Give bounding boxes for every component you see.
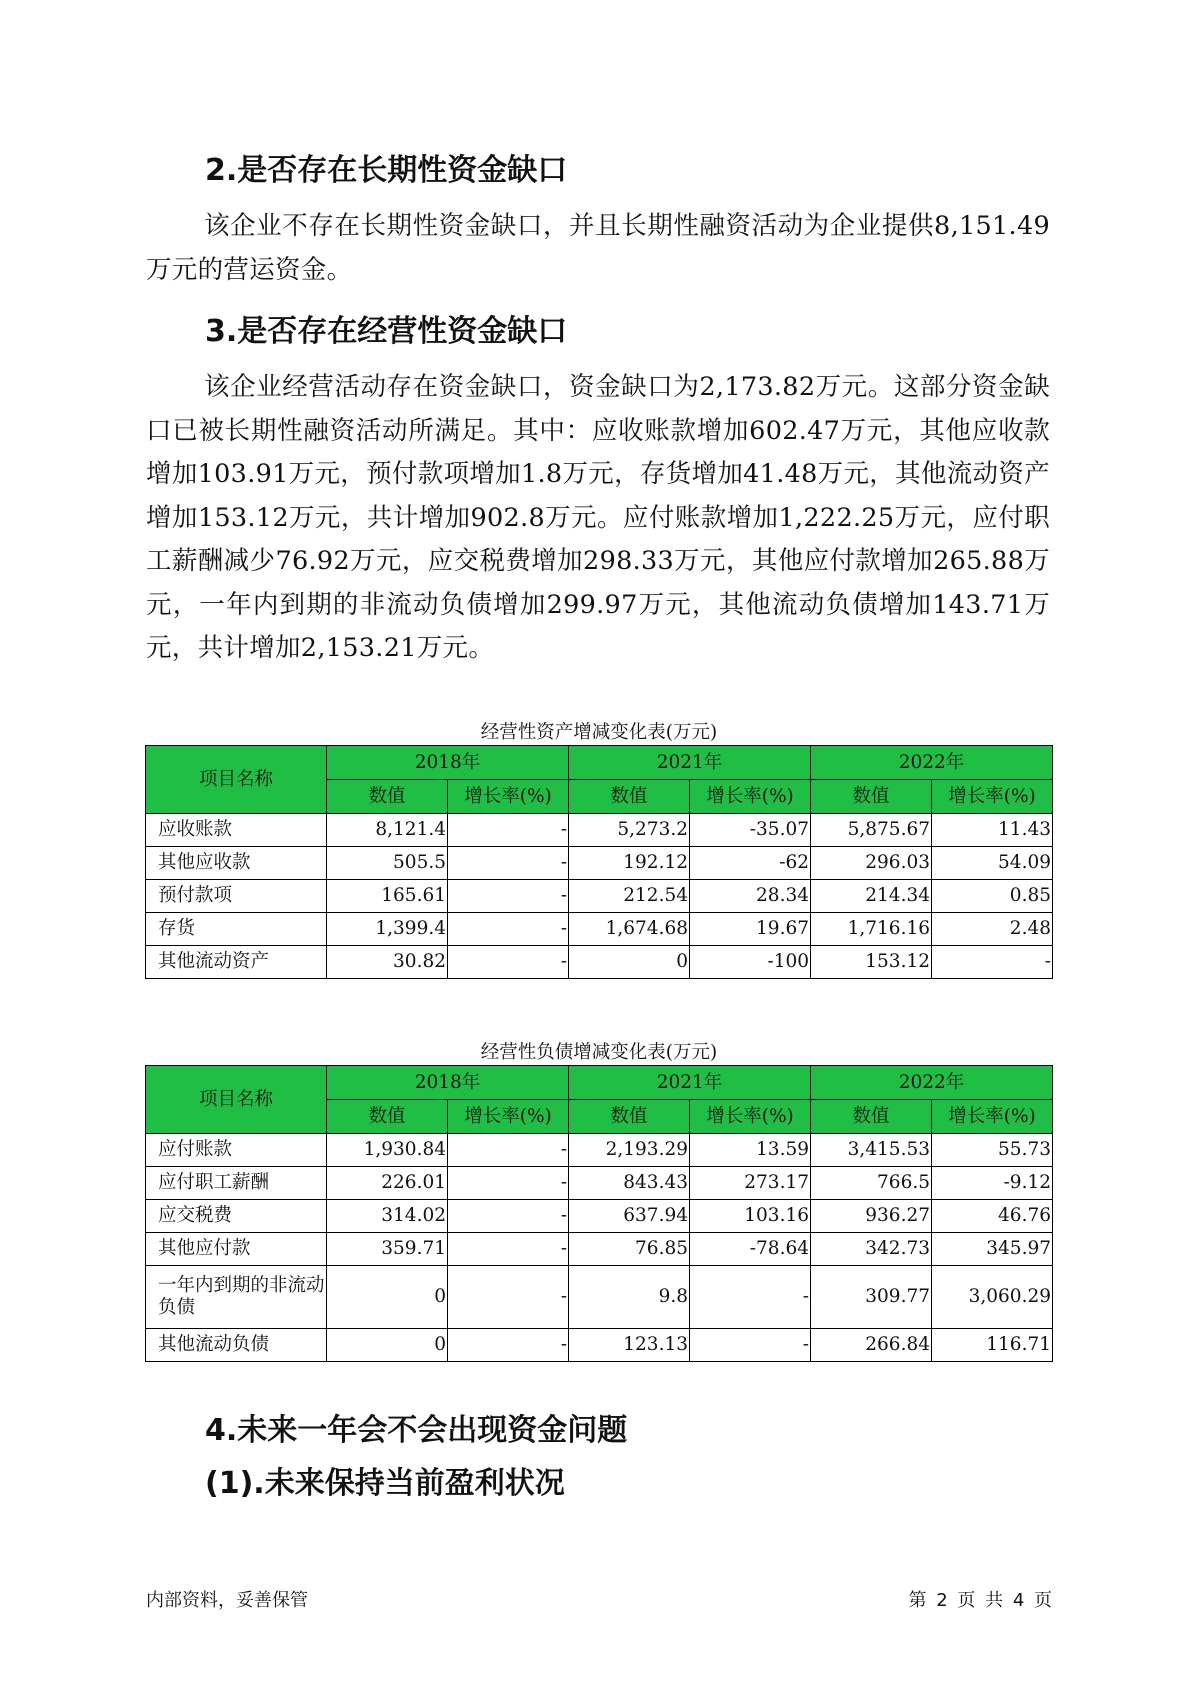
value-cell: 505.5 bbox=[327, 847, 448, 880]
table-row bbox=[146, 946, 1053, 979]
value-cell: 296.03 bbox=[811, 847, 932, 880]
growth-rate-cell: 54.09 bbox=[932, 847, 1053, 880]
value-cell: 843.43 bbox=[569, 1167, 690, 1200]
liabilities-table bbox=[145, 1065, 1053, 1362]
liabilities-table-body bbox=[146, 1134, 1053, 1362]
growth-rate-cell: - bbox=[448, 880, 569, 913]
value-cell: 1,674.68 bbox=[569, 913, 690, 946]
row-item-name: 应付职工薪酬 bbox=[146, 1167, 327, 1200]
growth-header: 增长率(%) bbox=[448, 1100, 569, 1134]
value-cell: 212.54 bbox=[569, 880, 690, 913]
value-cell: 226.01 bbox=[327, 1167, 448, 1200]
year-header: 2018年 bbox=[327, 746, 569, 780]
row-item-name: 一年内到期的非流动负债 bbox=[146, 1266, 327, 1329]
value-cell: 8,121.4 bbox=[327, 814, 448, 847]
section-heading-2: 2.是否存在长期性资金缺口 bbox=[205, 153, 568, 188]
table-row bbox=[146, 1266, 1053, 1329]
value-cell: 5,875.67 bbox=[811, 814, 932, 847]
growth-rate-cell: 46.76 bbox=[932, 1200, 1053, 1233]
growth-rate-cell: 0.85 bbox=[932, 880, 1053, 913]
value-cell: 266.84 bbox=[811, 1329, 932, 1362]
table-row bbox=[146, 847, 1053, 880]
value-cell: 5,273.2 bbox=[569, 814, 690, 847]
growth-rate-cell: - bbox=[448, 946, 569, 979]
growth-header: 增长率(%) bbox=[448, 780, 569, 814]
year-header: 2022年 bbox=[811, 1066, 1053, 1100]
assets-table-body bbox=[146, 814, 1053, 979]
growth-rate-cell: 11.43 bbox=[932, 814, 1053, 847]
liabilities-table-caption: 经营性负债增减变化表(万元) bbox=[480, 1042, 718, 1063]
growth-rate-cell: 13.59 bbox=[690, 1134, 811, 1167]
value-cell: 766.5 bbox=[811, 1167, 932, 1200]
section-paragraph-3: 该企业经营活动存在资金缺口，资金缺口为2,173.82万元。这部分资金缺口已被长期性融资活动所满足。其中：应收账款增加602.47万元，其他应收款增加103.91万元，预付款项增加1.8万元，存货增加41.48万元，其他流动资产增加153.12万元，共计增加902.8万元。应付账款增加1,222.25万元，应付职工薪酬减少76.92万元，应交税费增加298.33万元，其他应付款增加265.88万元，一年内到期的非流动负债增加299.97万元，其他流动负债增加143.71万元，共计增加2,153.21万元。 bbox=[146, 372, 1050, 663]
growth-rate-cell: -9.12 bbox=[932, 1167, 1053, 1200]
value-header: 数值 bbox=[811, 1100, 932, 1134]
growth-rate-cell: - bbox=[448, 1134, 569, 1167]
growth-rate-cell: - bbox=[448, 847, 569, 880]
value-cell: 314.02 bbox=[327, 1200, 448, 1233]
value-cell: 1,399.4 bbox=[327, 913, 448, 946]
growth-rate-cell: - bbox=[448, 1167, 569, 1200]
value-cell: 2,193.29 bbox=[569, 1134, 690, 1167]
growth-rate-cell: -100 bbox=[690, 946, 811, 979]
section-paragraph-2: 该企业不存在长期性资金缺口，并且长期性融资活动为企业提供8,151.49万元的营运资金。 bbox=[146, 211, 1050, 285]
growth-header: 增长率(%) bbox=[932, 780, 1053, 814]
value-cell: 309.77 bbox=[811, 1266, 932, 1329]
row-item-name: 存货 bbox=[146, 913, 327, 946]
section-heading-3: 3.是否存在经营性资金缺口 bbox=[205, 314, 568, 349]
growth-header: 增长率(%) bbox=[690, 780, 811, 814]
growth-rate-cell: 2.48 bbox=[932, 913, 1053, 946]
growth-rate-cell: - bbox=[448, 814, 569, 847]
value-cell: 123.13 bbox=[569, 1329, 690, 1362]
table-row bbox=[146, 1134, 1053, 1167]
value-cell: 0 bbox=[327, 1329, 448, 1362]
row-item-name: 预付款项 bbox=[146, 880, 327, 913]
value-cell: 0 bbox=[569, 946, 690, 979]
growth-rate-cell: - bbox=[932, 946, 1053, 979]
growth-rate-cell: - bbox=[448, 1329, 569, 1362]
value-cell: 3,415.53 bbox=[811, 1134, 932, 1167]
table-row bbox=[146, 880, 1053, 913]
table-row bbox=[146, 1233, 1053, 1266]
growth-rate-cell: - bbox=[690, 1266, 811, 1329]
growth-rate-cell: - bbox=[448, 1200, 569, 1233]
year-header: 2021年 bbox=[569, 746, 811, 780]
table-row bbox=[146, 814, 1053, 847]
growth-rate-cell: 3,060.29 bbox=[932, 1266, 1053, 1329]
growth-rate-cell: 345.97 bbox=[932, 1233, 1053, 1266]
value-cell: 637.94 bbox=[569, 1200, 690, 1233]
value-header: 数值 bbox=[327, 1100, 448, 1134]
value-cell: 1,716.16 bbox=[811, 913, 932, 946]
footer-confidential-note: 内部资料，妥善保管 bbox=[146, 1590, 308, 1611]
growth-rate-cell: 55.73 bbox=[932, 1134, 1053, 1167]
growth-rate-cell: 273.17 bbox=[690, 1167, 811, 1200]
row-item-name: 其他应收款 bbox=[146, 847, 327, 880]
item-name-header: 项目名称 bbox=[146, 1066, 327, 1134]
value-cell: 359.71 bbox=[327, 1233, 448, 1266]
growth-rate-cell: 103.16 bbox=[690, 1200, 811, 1233]
growth-rate-cell: -62 bbox=[690, 847, 811, 880]
row-item-name: 其他应付款 bbox=[146, 1233, 327, 1266]
row-item-name: 其他流动负债 bbox=[146, 1329, 327, 1362]
value-cell: 342.73 bbox=[811, 1233, 932, 1266]
row-item-name: 应付账款 bbox=[146, 1134, 327, 1167]
growth-rate-cell: -78.64 bbox=[690, 1233, 811, 1266]
table-row bbox=[146, 1329, 1053, 1362]
growth-rate-cell: 116.71 bbox=[932, 1329, 1053, 1362]
growth-rate-cell: - bbox=[448, 1266, 569, 1329]
assets-table bbox=[145, 745, 1053, 979]
value-cell: 153.12 bbox=[811, 946, 932, 979]
growth-rate-cell: -35.07 bbox=[690, 814, 811, 847]
table-row bbox=[146, 913, 1053, 946]
value-cell: 214.34 bbox=[811, 880, 932, 913]
row-item-name: 其他流动资产 bbox=[146, 946, 327, 979]
year-header: 2021年 bbox=[569, 1066, 811, 1100]
row-item-name: 应交税费 bbox=[146, 1200, 327, 1233]
value-header: 数值 bbox=[811, 780, 932, 814]
value-cell: 936.27 bbox=[811, 1200, 932, 1233]
growth-rate-cell: - bbox=[448, 913, 569, 946]
year-header: 2022年 bbox=[811, 746, 1053, 780]
footer-page-number: 第 2 页 共 4 页 bbox=[908, 1590, 1052, 1611]
value-header: 数值 bbox=[327, 780, 448, 814]
table-row bbox=[146, 1167, 1053, 1200]
value-header: 数值 bbox=[569, 1100, 690, 1134]
value-cell: 0 bbox=[327, 1266, 448, 1329]
section-subheading-4-1: (1).未来保持当前盈利状况 bbox=[205, 1466, 565, 1501]
value-cell: 76.85 bbox=[569, 1233, 690, 1266]
value-cell: 9.8 bbox=[569, 1266, 690, 1329]
growth-header: 增长率(%) bbox=[932, 1100, 1053, 1134]
value-cell: 192.12 bbox=[569, 847, 690, 880]
growth-rate-cell: 19.67 bbox=[690, 913, 811, 946]
row-item-name: 应收账款 bbox=[146, 814, 327, 847]
item-name-header: 项目名称 bbox=[146, 746, 327, 814]
growth-rate-cell: - bbox=[690, 1329, 811, 1362]
assets-table-caption: 经营性资产增减变化表(万元) bbox=[480, 722, 718, 743]
year-header: 2018年 bbox=[327, 1066, 569, 1100]
value-cell: 1,930.84 bbox=[327, 1134, 448, 1167]
value-header: 数值 bbox=[569, 780, 690, 814]
growth-rate-cell: - bbox=[448, 1233, 569, 1266]
value-cell: 165.61 bbox=[327, 880, 448, 913]
value-cell: 30.82 bbox=[327, 946, 448, 979]
table-row bbox=[146, 1200, 1053, 1233]
growth-header: 增长率(%) bbox=[690, 1100, 811, 1134]
section-heading-4: 4.未来一年会不会出现资金问题 bbox=[205, 1413, 628, 1448]
growth-rate-cell: 28.34 bbox=[690, 880, 811, 913]
